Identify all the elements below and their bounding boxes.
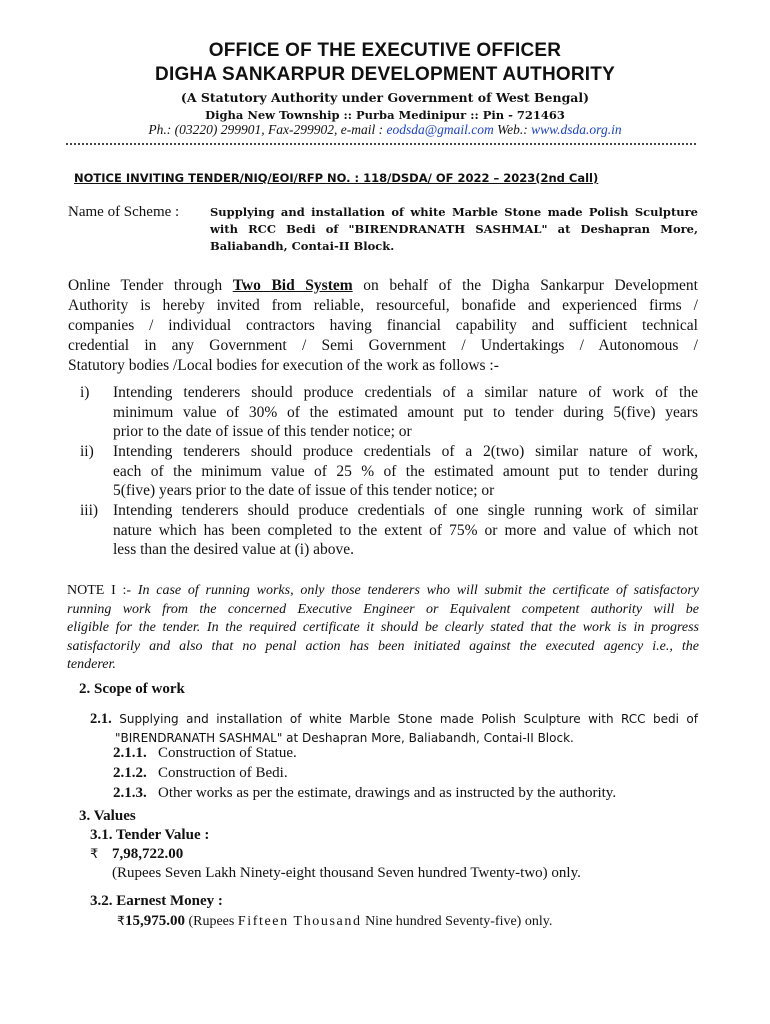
earnest-words-post: Nine hundred Seventy-five) only. bbox=[361, 914, 553, 929]
scheme-text bbox=[210, 204, 698, 255]
statutory-line: (A Statutory Authority under Government of West Bengal) bbox=[180, 90, 590, 105]
scope-item-number: 2.1. bbox=[90, 711, 112, 727]
note-first: In case of running works, only those tenderers who will submit the certificate of satisfactory bbox=[137, 583, 699, 598]
contact-prefix: Ph.: (03220) 299901, Fax-299902, e-mail : bbox=[148, 122, 387, 137]
subitem-row bbox=[113, 765, 288, 782]
criteria-text bbox=[113, 442, 698, 501]
criteria-line: minimum value of 30% of the estimated amount put to tender during 5(five) years bbox=[113, 403, 698, 421]
criteria-line: Intending tenderers should produce credentials of a 2(two) similar nature of work, bbox=[113, 443, 698, 460]
notice-title: NOTICE INVITING TENDER/NIQ/EOI/RFP NO. : 118/DSDA/ OF 2022 – 2023(2nd Call) bbox=[74, 171, 599, 185]
subitem-number: 2.1.2. bbox=[113, 765, 147, 781]
intro-line: Authority is hereby invited from reliable, resourceful, bonafide and experienced firms / bbox=[68, 297, 698, 314]
web-prefix: Web.: bbox=[493, 122, 532, 137]
two-bid-system: Two Bid System bbox=[232, 277, 353, 294]
subitem-row bbox=[113, 785, 616, 802]
criteria-line: less than the desired value at (i) above. bbox=[113, 541, 355, 558]
values-heading: 3. Values bbox=[79, 808, 136, 824]
tender-amount-row bbox=[90, 846, 183, 863]
note-line: satisfactorily and also that no penal action has been initiated against the executed agency i.e., the bbox=[67, 638, 699, 654]
note-line bbox=[67, 582, 699, 601]
tender-value-heading: 3.1. Tender Value : bbox=[90, 827, 210, 843]
header-divider bbox=[66, 143, 696, 145]
criteria-line: 5(five) years prior to the date of issue of this tender notice; or bbox=[113, 482, 495, 499]
subitem-number: 2.1.3. bbox=[113, 785, 147, 801]
intro-line: companies / individual contractors having financial capability and sufficient technical bbox=[68, 317, 698, 334]
criteria-number: ii) bbox=[80, 443, 94, 460]
rupee-icon: ₹ bbox=[90, 847, 99, 862]
criteria-text bbox=[113, 383, 698, 442]
criteria-number: i) bbox=[80, 384, 90, 401]
tender-amount-words: (Rupees Seven Lakh Ninety-eight thousand Seven hundred Twenty-two) only. bbox=[112, 865, 581, 881]
criteria-list bbox=[80, 383, 700, 563]
earnest-money-heading: 3.2. Earnest Money : bbox=[90, 893, 223, 909]
note-line: eligible for the tender. In the required certificate it should be clearly stated that the work is in progress bbox=[67, 620, 699, 635]
subitem-number: 2.1.1. bbox=[113, 745, 147, 761]
scheme-label: Name of Scheme : bbox=[68, 204, 180, 220]
subitem-text: Construction of Bedi. bbox=[158, 765, 288, 781]
earnest-words-pre: (Rupees bbox=[184, 914, 238, 929]
scope-item-line bbox=[90, 710, 698, 729]
criteria-line: Intending tenderers should produce credentials of a similar nature of work of the bbox=[113, 384, 698, 401]
intro-post: on behalf of the Digha Sankarpur Development bbox=[352, 277, 698, 294]
subitem-row bbox=[113, 745, 297, 762]
intro-paragraph bbox=[68, 276, 698, 376]
criteria-line: nature which has been completed to the extent of 75% or more and value of which not bbox=[113, 521, 698, 539]
earnest-words-spaced: Fifteen Thousand bbox=[237, 914, 362, 929]
intro-line: credential in any Government / Semi Government / Undertakings / Autonomous / bbox=[68, 337, 698, 354]
note-lead: NOTE I :- bbox=[67, 583, 138, 598]
scheme-line: Baliabandh, Contai-II Block. bbox=[210, 239, 395, 253]
criteria-number: iii) bbox=[80, 502, 99, 519]
earnest-amount-row bbox=[117, 913, 552, 930]
criteria-line: prior to the date of issue of this tender notice; or bbox=[113, 423, 412, 440]
scheme-line: Supplying and installation of white Marble Stone made Polish Sculpture bbox=[210, 205, 698, 219]
office-title: OFFICE OF THE EXECUTIVE OFFICER bbox=[208, 40, 562, 61]
scope-item-text: Supplying and installation of white Marble Stone made Polish Sculpture with RCC bedi of bbox=[111, 712, 698, 726]
contact-line bbox=[0, 122, 770, 138]
address-line: Digha New Township :: Purba Medinipur :: Pin - 721463 bbox=[205, 108, 565, 122]
rupee-icon: ₹ bbox=[117, 913, 125, 928]
tender-amount: 7,98,722.00 bbox=[112, 846, 184, 862]
earnest-amount: 15,975.00 bbox=[124, 913, 185, 929]
criteria-text bbox=[113, 501, 698, 560]
note-line: running work from the concerned Executive Engineer or Equivalent competent authority will be bbox=[67, 601, 699, 617]
scope-item-line: "BIRENDRANATH SASHMAL" at Deshapran More, Baliabandh, Contai-II Block. bbox=[115, 731, 574, 745]
intro-line bbox=[68, 276, 698, 296]
criteria-line: Intending tenderers should produce credentials of one single running work of similar bbox=[113, 502, 698, 519]
scheme-line: with RCC Bedi of "BIRENDRANATH SASHMAL" at Deshapran More, bbox=[210, 222, 698, 236]
note-line: tenderer. bbox=[67, 657, 116, 672]
website-link[interactable]: www.dsda.org.in bbox=[531, 122, 622, 137]
authority-title: DIGHA SANKARPUR DEVELOPMENT AUTHORITY bbox=[155, 64, 615, 85]
subitem-text: Construction of Statue. bbox=[158, 745, 297, 761]
scope-heading: 2. Scope of work bbox=[79, 681, 185, 697]
criteria-line: each of the minimum value of 25 % of the estimated amount put to tender during bbox=[113, 462, 698, 480]
note-paragraph bbox=[67, 582, 699, 675]
email-link[interactable]: eodsda@gmail.com bbox=[386, 122, 494, 137]
subitem-text: Other works as per the estimate, drawings and as instructed by the authority. bbox=[158, 785, 617, 801]
intro-pre: Online Tender through bbox=[68, 277, 233, 294]
intro-line: Statutory bodies /Local bodies for execution of the work as follows :- bbox=[68, 357, 499, 374]
scope-item bbox=[90, 710, 698, 748]
